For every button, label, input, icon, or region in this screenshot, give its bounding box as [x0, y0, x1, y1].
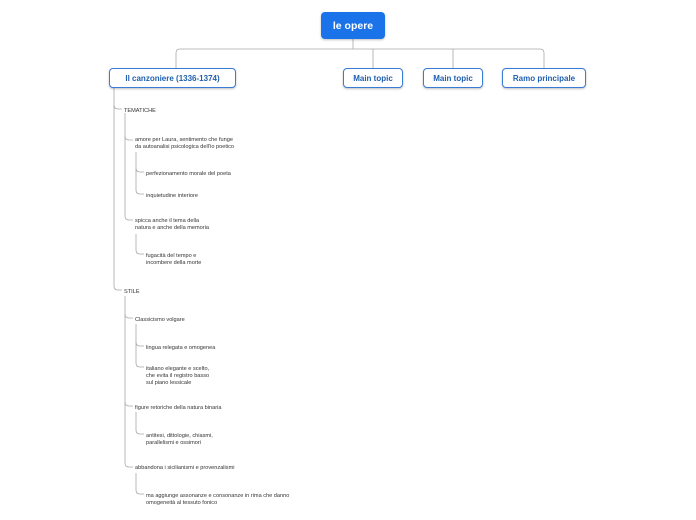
node-italiano-elegante[interactable]: italiano elegante e scelto, che evita il registro basso sul piano lessicale	[146, 366, 210, 386]
node-fugacita-tempo[interactable]: fugacità del tempo e incombere della morte	[146, 253, 202, 266]
topic-main-2[interactable]: Main topic	[423, 68, 483, 88]
node-inquietudine-interiore[interactable]: inquietudine interiore	[146, 193, 198, 199]
topic-main-1[interactable]: Main topic	[343, 68, 403, 88]
root-node[interactable]: le opere	[321, 12, 385, 39]
subtopic-stile[interactable]: STILE	[124, 289, 140, 295]
node-amore-per-laura[interactable]: amore per Laura, sentimento che funge da autoanalisi psicologica dell'io poetico	[135, 137, 235, 150]
node-figure-retoriche[interactable]: figure retoriche della natura binaria	[135, 405, 222, 411]
node-abbandona-sicilianismi[interactable]: abbandona i sicilianismi e provenzalismi	[135, 465, 235, 471]
topic-ramo-principale[interactable]: Ramo principale	[502, 68, 586, 88]
topic-canzoniere[interactable]: Il canzoniere (1336-1374)	[109, 68, 236, 88]
subtopic-tematiche[interactable]: TEMATICHE	[124, 108, 156, 114]
node-natura-memoria[interactable]: spicca anche il tema della natura e anche della memoria	[135, 218, 210, 231]
node-antitesi[interactable]: antitesi, dittologie, chiasmi, parallelismi e ossimori	[146, 433, 213, 446]
node-perfezionamento-morale[interactable]: perfezionamento morale del poeta	[146, 171, 231, 177]
node-assonanze-consonanze[interactable]: ma aggiunge assonanze e consonanze in rima che danno omogeneità al tessuto fonico	[146, 493, 290, 506]
node-lingua-relegata[interactable]: lingua relegata e omogenea	[146, 345, 216, 351]
node-classicismo-volgare[interactable]: Classicismo volgare	[135, 317, 185, 323]
